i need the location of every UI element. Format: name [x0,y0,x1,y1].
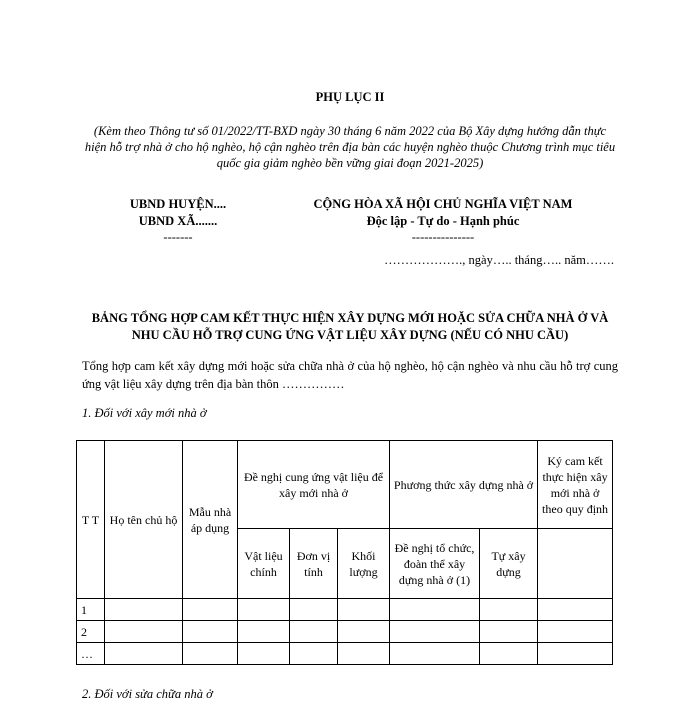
table-cell [390,643,480,665]
header-material-request: Đề nghị cung ứng vật liệu để xây mới nhà ở [238,441,390,529]
table-cell [538,643,613,665]
table-cell [538,599,613,621]
header-commitment-blank [538,529,613,599]
table-cell [480,643,538,665]
motto-divider: --------------- [411,230,475,244]
table-cell [290,599,338,621]
table-row [77,621,613,643]
table-row [77,643,613,665]
commune-committee: UBND XÃ....... [138,214,218,228]
appendix-title: PHỤ LỤC II [315,90,385,104]
date-line: ………………., ngày….. tháng….. năm……. [384,253,614,267]
table-cell [480,599,538,621]
table-cell [338,599,390,621]
header-house-model: Mẫu nhà áp dụng [183,441,238,599]
table-cell [290,643,338,665]
appendix-subtitle: (Kèm theo Thông tư số 01/2022/TT-BXD ngày 30 tháng 6 năm 2022 của Bộ Xây dựng hướng dẫn thực hiện hỗ trợ nhà ở cho hộ nghèo, hộ cận nghèo trên địa bàn các huyện nghèo thuộc Chương trình mục tiêu quốc gia giảm nghèo bền vững giai đoạn 2021-2025) [84,124,616,170]
section-repair-heading: 2. Đối với sửa chữa nhà ở [82,687,213,701]
row-number: 1 [77,599,105,621]
country-name: CỘNG HÒA XÃ HỘI CHỦ NGHĨA VIỆT NAM [313,197,573,211]
table-cell [183,621,238,643]
table-cell [338,621,390,643]
table-cell [105,621,183,643]
table-cell [105,643,183,665]
table-cell [390,621,480,643]
header-commitment: Ký cam kết thực hiện xây mới nhà ở theo quy định [538,441,613,529]
table-cell [538,621,613,643]
intro-paragraph: Tổng hợp cam kết xây dựng mới hoặc sửa chữa nhà ở của hộ nghèo, hộ cận nghèo và nhu cầu hỗ trợ cung ứng vật liệu xây dựng trên địa bàn thôn …………… [82,359,618,391]
header-org-build: Đề nghị tổ chức, đoàn thể xây dựng nhà ở (1) [390,529,480,599]
table-cell [238,643,290,665]
document-title: BẢNG TỔNG HỢP CAM KẾT THỰC HIỆN XÂY DỰNG MỚI HOẶC SỬA CHỮA NHÀ Ở VÀ NHU CẦU HỖ TRỢ CUNG ỨNG VẬT LIỆU XÂY DỰNG (NẾU CÓ NHU CẦU) [91,311,609,342]
table-cell [183,599,238,621]
national-motto: Độc lập - Tự do - Hạnh phúc [366,214,520,228]
header-quantity: Khối lượng [338,529,390,599]
table-cell [183,643,238,665]
commitment-table [76,440,613,665]
table-cell [338,643,390,665]
table-cell [238,599,290,621]
table-cell [390,599,480,621]
header-build-method: Phương thức xây dựng nhà ở [390,441,538,529]
table-cell [105,599,183,621]
row-number: 2 [77,621,105,643]
table-cell [480,621,538,643]
header-main-material: Vật liệu chính [238,529,290,599]
table-row [77,599,613,621]
header-unit: Đơn vị tính [290,529,338,599]
header-household-name: Họ tên chủ hộ [105,441,183,599]
header-tt: T T [77,441,105,599]
district-committee: UBND HUYỆN.... [129,197,227,211]
section-new-build-heading: 1. Đối với xây mới nhà ở [82,406,207,420]
table-cell [238,621,290,643]
national-header [290,196,596,244]
header-self-build: Tự xây dựng [480,529,538,599]
committee-header [100,196,256,244]
row-number: … [77,643,105,665]
header-divider: ------- [163,230,193,244]
table-cell [290,621,338,643]
